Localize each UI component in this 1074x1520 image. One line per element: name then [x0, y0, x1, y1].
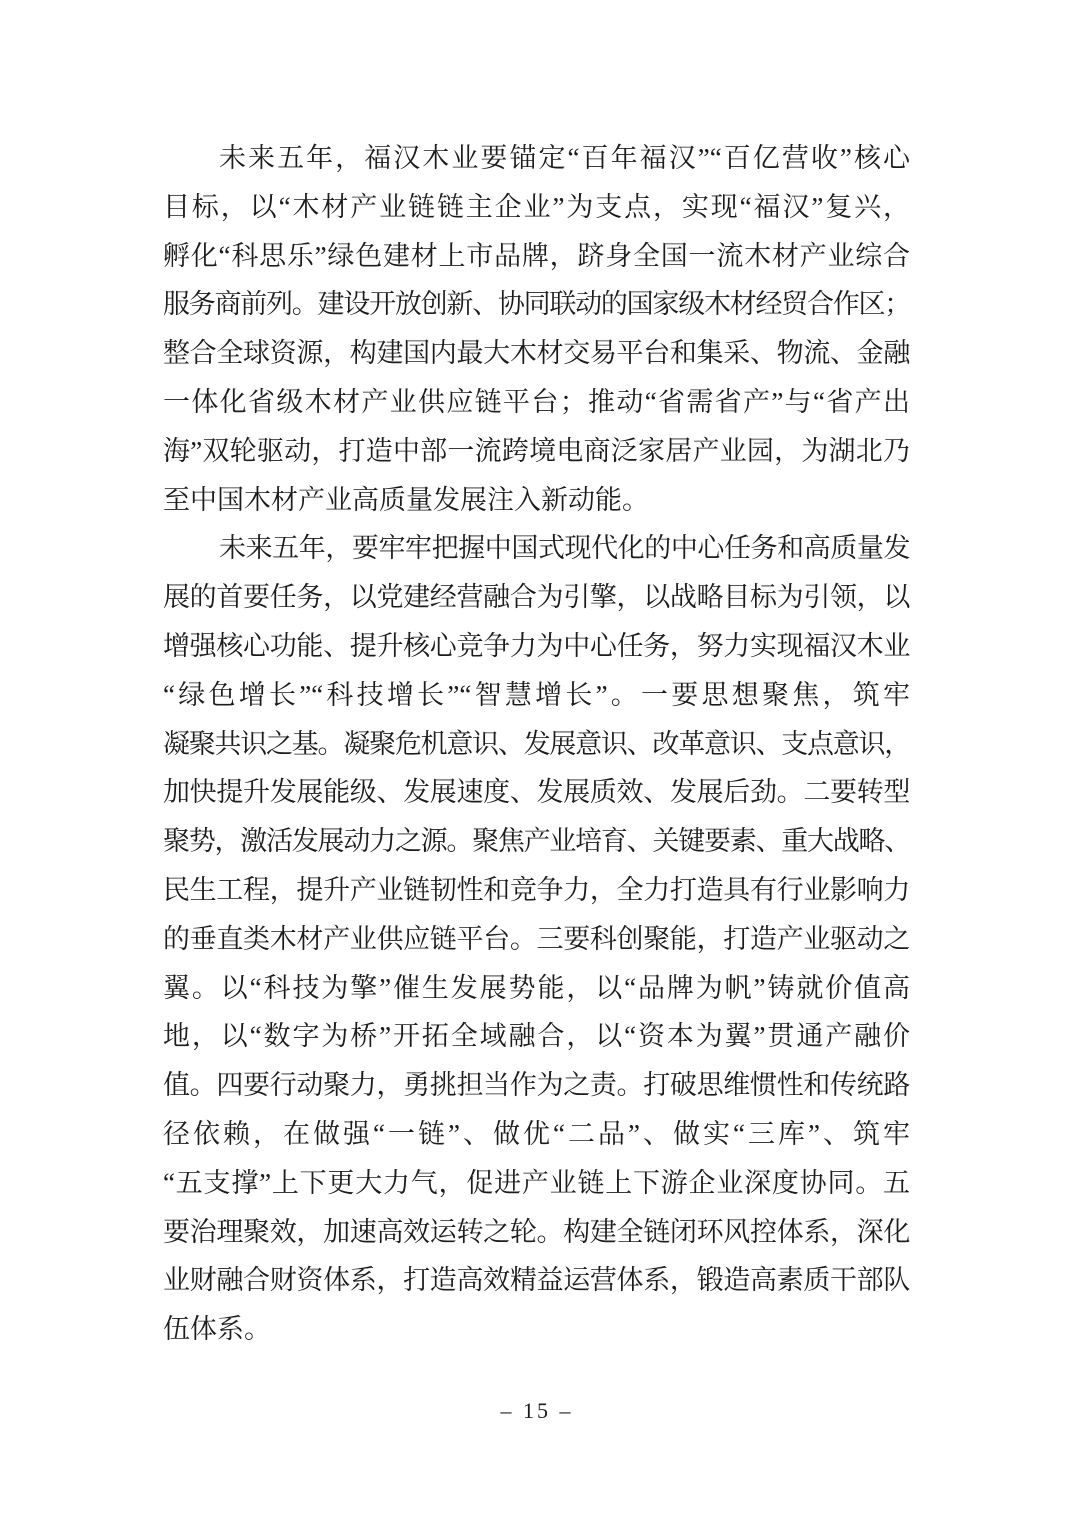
text-line: 聚势，激活发展动力之源。聚焦产业培育、关键要素、重大战略、 — [163, 826, 910, 857]
text-line: 展的首要任务，以党建经营融合为引擎，以战略目标为引领，以 — [163, 582, 910, 613]
text-line: 径依赖，在做强“一链”、做优“二品”、做实“三库”、筑牢 — [163, 1118, 910, 1149]
text-line: 地，以“数字为桥”开拓全域融合，以“资本为翼”贯通产融价 — [163, 1021, 910, 1052]
text-line: 民生工程，提升产业链韧性和竞争力，全力打造具有行业影响力 — [163, 874, 910, 905]
text-line: “绿色增长”“科技增长”“智慧增长”。一要思想聚焦，筑牢 — [163, 679, 910, 710]
text-line: 整合全球资源，构建国内最大木材交易平台和集采、物流、金融 — [163, 338, 910, 369]
paragraph — [163, 134, 910, 524]
text-line: 加快提升发展能级、发展速度、发展质效、发展后劲。二要转型 — [163, 777, 910, 808]
page-number: – 15 – — [500, 1398, 574, 1423]
text-line: 要治理聚效，加速高效运转之轮。构建全链闭环风控体系，深化 — [163, 1216, 910, 1247]
text-line: 服务商前列。建设开放创新、协同联动的国家级木材经贸合作区； — [163, 289, 910, 320]
text-line: 值。四要行动聚力，勇挑担当作为之责。打破思维惯性和传统路 — [163, 1070, 910, 1101]
text-line: 海”双轮驱动，打造中部一流跨境电商泛家居产业园，为湖北乃 — [163, 435, 910, 466]
text-line: 伍体系。 — [163, 1314, 271, 1345]
page-footer — [0, 1398, 1074, 1424]
text-line: 翼。以“科技为擎”催生发展势能，以“品牌为帆”铸就价值高 — [163, 972, 910, 1003]
text-line: 增强核心功能、提升核心竞争力为中心任务，努力实现福汉木业 — [163, 630, 910, 661]
text-line: 至中国木材产业高质量发展注入新动能。 — [163, 484, 649, 515]
text-line: 目标，以“木材产业链链主企业”为支点，实现“福汉”复兴， — [163, 191, 910, 222]
text-line: 一体化省级木材产业供应链平台；推动“省需省产”与“省产出 — [163, 386, 910, 417]
paragraph — [163, 524, 910, 1354]
text-line: 孵化“科思乐”绿色建材上市品牌，跻身全国一流木材产业综合 — [163, 240, 910, 271]
text-line: “五支撑”上下更大力气，促进产业链上下游企业深度协同。五 — [163, 1167, 910, 1198]
text-line: 未来五年，要牢牢把握中国式现代化的中心任务和高质量发 — [219, 533, 910, 564]
document-body — [163, 134, 910, 1354]
text-line: 未来五年，福汉木业要锚定“百年福汉”“百亿营收”核心 — [219, 143, 910, 173]
text-line: 的垂直类木材产业供应链平台。三要科创聚能，打造产业驱动之 — [163, 923, 910, 954]
text-line: 业财融合财资体系，打造高效精益运营体系，锻造高素质干部队 — [163, 1265, 910, 1296]
text-line: 凝聚共识之基。凝聚危机意识、发展意识、改革意识、支点意识， — [163, 728, 910, 759]
